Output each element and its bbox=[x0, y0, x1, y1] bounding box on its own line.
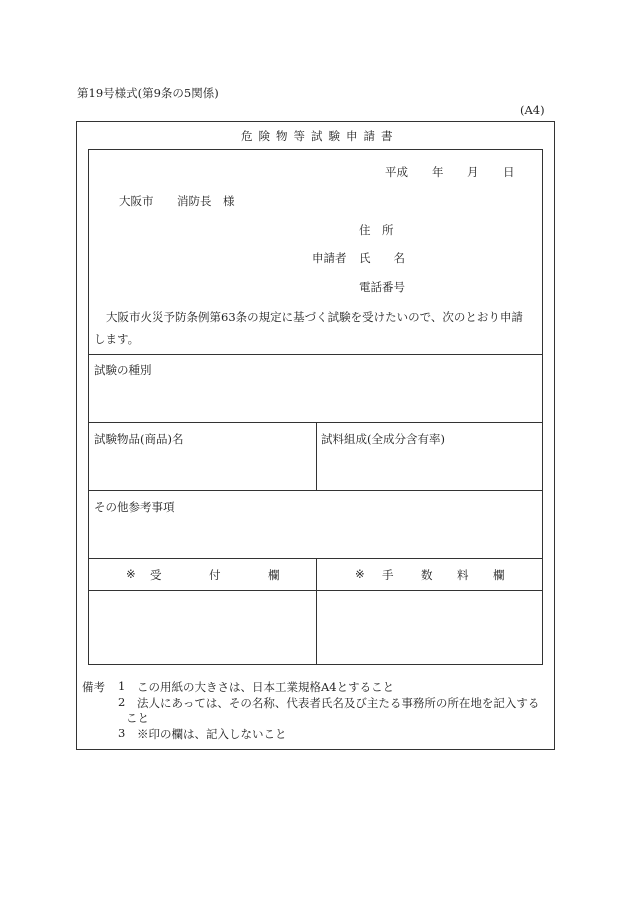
fee-te: 手 bbox=[382, 568, 394, 582]
reception-ju: 受 bbox=[150, 568, 162, 582]
addressee-city: 大阪市 bbox=[119, 194, 154, 208]
date-day: 日 bbox=[503, 165, 515, 179]
statement-line-1: 大阪市火災予防条例第63条の規定に基づく試験を受けたいので、次のとおり申請 bbox=[106, 310, 523, 324]
date-month: 月 bbox=[467, 165, 479, 179]
other-notes-label: その他参考事項 bbox=[94, 500, 175, 514]
reception-mark: ※ bbox=[126, 567, 136, 581]
statement-line-2: します。 bbox=[94, 332, 140, 346]
fee-su: 数 bbox=[421, 568, 433, 582]
reception-ran: 欄 bbox=[268, 568, 280, 582]
form-title: 危険物等試験申請書 bbox=[241, 129, 399, 143]
composition-label: 試料組成(全成分含有率) bbox=[321, 432, 445, 446]
applicant-phone-label: 電話番号 bbox=[359, 280, 405, 294]
divider-reception-fee bbox=[316, 558, 317, 665]
note-3-num: 3 bbox=[118, 726, 126, 740]
date-era: 平成 bbox=[385, 165, 408, 179]
note-1-text: この用紙の大きさは、日本工業規格A4とすること bbox=[137, 680, 395, 694]
notes-label: 備考 bbox=[82, 680, 105, 694]
applicant-address-label: 住 所 bbox=[359, 223, 394, 237]
fee-mark: ※ bbox=[355, 567, 365, 581]
applicant-label: 申請者 bbox=[312, 251, 347, 265]
applicant-name-label: 氏 名 bbox=[359, 251, 405, 265]
note-2-text: 法人にあっては、その名称、代表者氏名及び主たる事務所の所在地を記入する bbox=[137, 696, 540, 710]
addressee-honorific: 様 bbox=[223, 194, 235, 208]
note-2-text-cont: こと bbox=[126, 711, 149, 725]
fee-ran: 欄 bbox=[493, 568, 505, 582]
product-name-label: 試験物品(商品)名 bbox=[94, 432, 184, 446]
test-type-label: 試験の種別 bbox=[94, 363, 152, 377]
reception-tsuke: 付 bbox=[209, 568, 221, 582]
note-3-text: ※印の欄は、記入しないこと bbox=[137, 727, 287, 741]
divider-after-product bbox=[88, 490, 543, 491]
addressee-title: 消防長 bbox=[177, 194, 212, 208]
note-2-num: 2 bbox=[118, 695, 126, 709]
date-year: 年 bbox=[432, 165, 444, 179]
divider-product-composition bbox=[316, 422, 317, 490]
note-1-num: 1 bbox=[118, 679, 126, 693]
form-number: 第19号様式(第9条の5関係) bbox=[77, 86, 219, 100]
paper-size-label: (A4) bbox=[520, 103, 545, 117]
divider-after-statement bbox=[88, 354, 543, 355]
fee-ryo: 料 bbox=[457, 568, 469, 582]
